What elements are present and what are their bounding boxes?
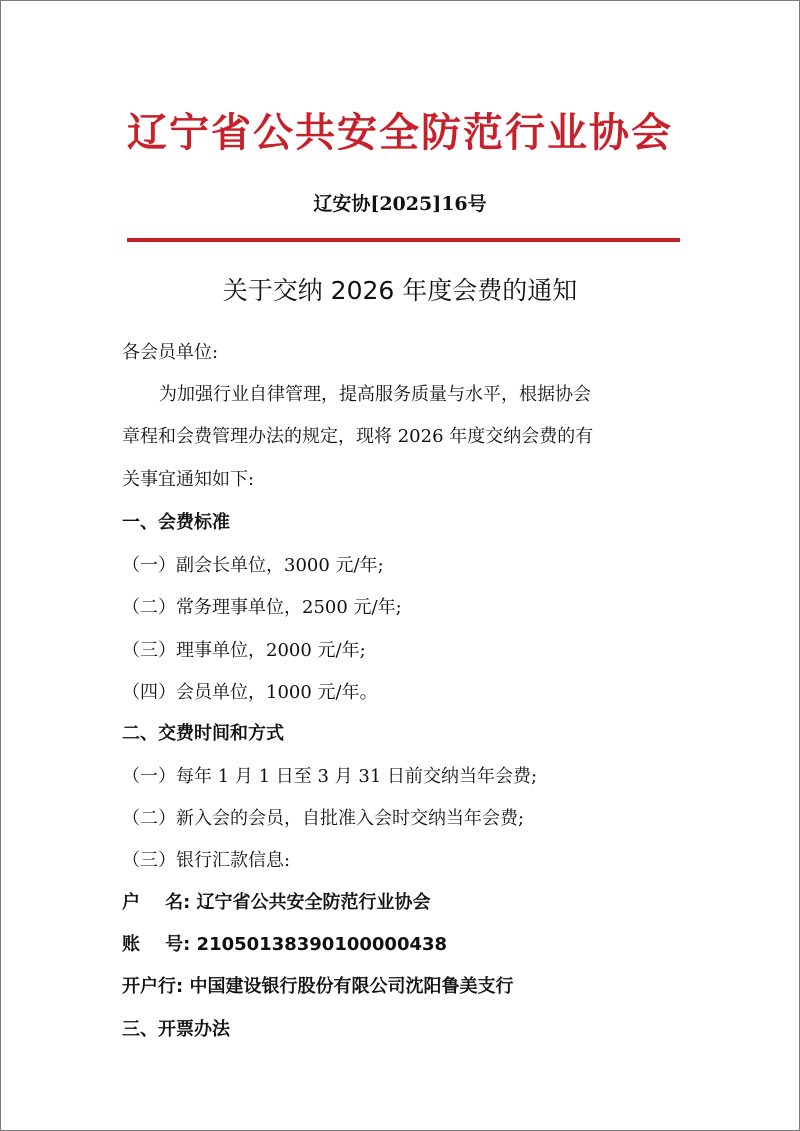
section-1-heading: 一、会费标准 bbox=[122, 512, 230, 533]
intro-line-1: 为加强行业自律管理，提高服务质量与水平，根据协会 bbox=[159, 384, 591, 405]
section-3-heading: 三、开票办法 bbox=[122, 1019, 230, 1040]
bank-branch-row bbox=[122, 972, 513, 998]
intro-line-2: 章程和会费管理办法的规定，现将 2026 年度交纳会费的有 bbox=[122, 426, 594, 447]
payment-item-deadline: （一）每年 1 月 1 日至 3 月 31 日前交纳当年会费; bbox=[122, 766, 538, 787]
bank-branch-value: 中国建设银行股份有限公司沈阳鲁美支行 bbox=[189, 976, 514, 997]
fee-item-member: （四）会员单位，1000 元/年。 bbox=[122, 682, 378, 703]
bank-account-number-row bbox=[122, 930, 447, 956]
bank-account-label: 账 号: bbox=[122, 934, 191, 955]
organization-title: 辽宁省公共安全防范行业协会 bbox=[127, 109, 673, 156]
notice-title: 关于交纳 2026 年度会费的通知 bbox=[222, 276, 578, 305]
intro-line-3: 关事宜通知如下: bbox=[122, 469, 255, 490]
section-2-heading: 二、交费时间和方式 bbox=[122, 723, 284, 744]
fee-item-standing-director: （二）常务理事单位，2500 元/年; bbox=[122, 597, 402, 618]
bank-name-label: 户 名: bbox=[122, 892, 191, 913]
bank-account-value: 21050138390100000438 bbox=[196, 934, 448, 955]
document-number: 辽安协[2025]16号 bbox=[313, 193, 487, 215]
bank-account-name-row bbox=[122, 888, 431, 914]
red-header-divider bbox=[127, 238, 680, 242]
bank-name-value: 辽宁省公共安全防范行业协会 bbox=[196, 892, 431, 913]
bank-branch-label: 开户行: bbox=[122, 976, 184, 997]
fee-item-vice-president: （一）副会长单位，3000 元/年; bbox=[122, 555, 384, 576]
payment-item-bank-info: （三）银行汇款信息: bbox=[122, 850, 291, 871]
fee-item-director: （三）理事单位，2000 元/年; bbox=[122, 640, 366, 661]
payment-item-new-member: （二）新入会的会员，自批准入会时交纳当年会费; bbox=[122, 808, 525, 829]
salutation: 各会员单位: bbox=[122, 342, 219, 363]
